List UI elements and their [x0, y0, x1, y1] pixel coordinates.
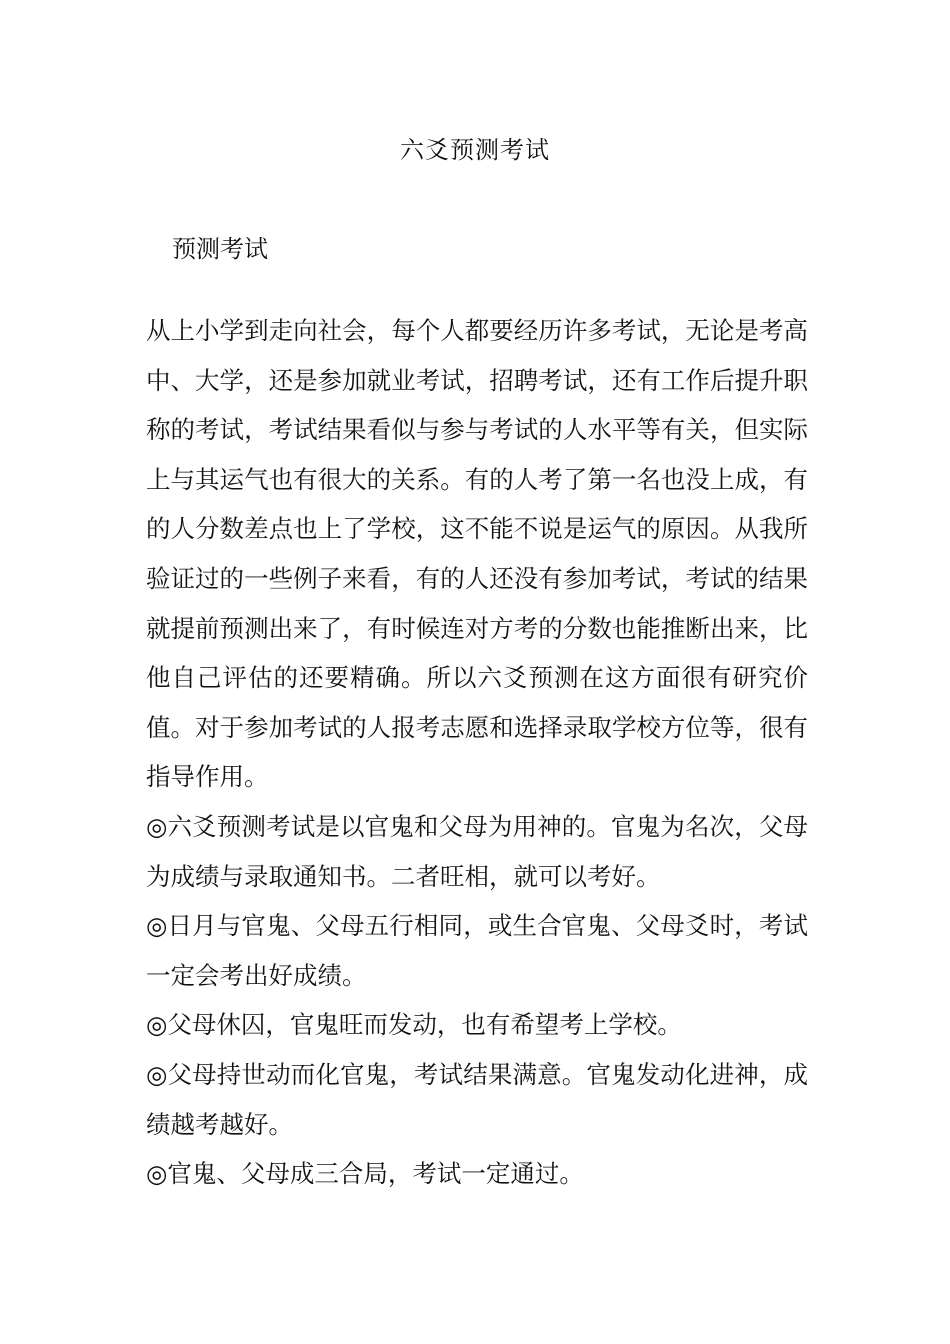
- document-title: 六爻预测考试: [400, 136, 550, 164]
- body-paragraph-rule-1: ◎六爻预测考试是以官鬼和父母为用神的。官鬼为名次，父母为成绩与录取通知书。二者旺相，就可以考好。: [146, 811, 808, 891]
- section-heading: 预测考试: [172, 235, 268, 263]
- body-paragraph-rule-5: ◎官鬼、父母成三合局，考试一定通过。: [146, 1159, 584, 1189]
- body-paragraph-rule-3: ◎父母休囚，官鬼旺而发动，也有希望考上学校。: [146, 1010, 682, 1040]
- body-paragraph-intro: 从上小学到走向社会，每个人都要经历许多考试，无论是考高中、大学，还是参加就业考试，招聘考试，还有工作后提升职称的考试，考试结果看似与参与考试的人水平等有关，但实际上与其运气也有很大的关系。有的人考了第一名也没上成，有的人分数差点也上了学校，这不能不说是运气的原因。从我所验证过的一些例子来看，有的人还没有参加考试，考试的结果就提前预测出来了，有时候连对方考的分数也能推断出来，比他自己评估的还要精确。所以六爻预测在这方面很有研究价值。对于参加考试的人报考志愿和选择录取学校方位等，很有指导作用。: [146, 316, 808, 792]
- document-body: [146, 306, 808, 1199]
- body-paragraph-rule-4: ◎父母持世动而化官鬼，考试结果满意。官鬼发动化进神，成绩越考越好。: [146, 1059, 808, 1139]
- body-paragraph-rule-2: ◎日月与官鬼、父母五行相同，或生合官鬼、父母爻时，考试一定会考出好成绩。: [146, 911, 808, 990]
